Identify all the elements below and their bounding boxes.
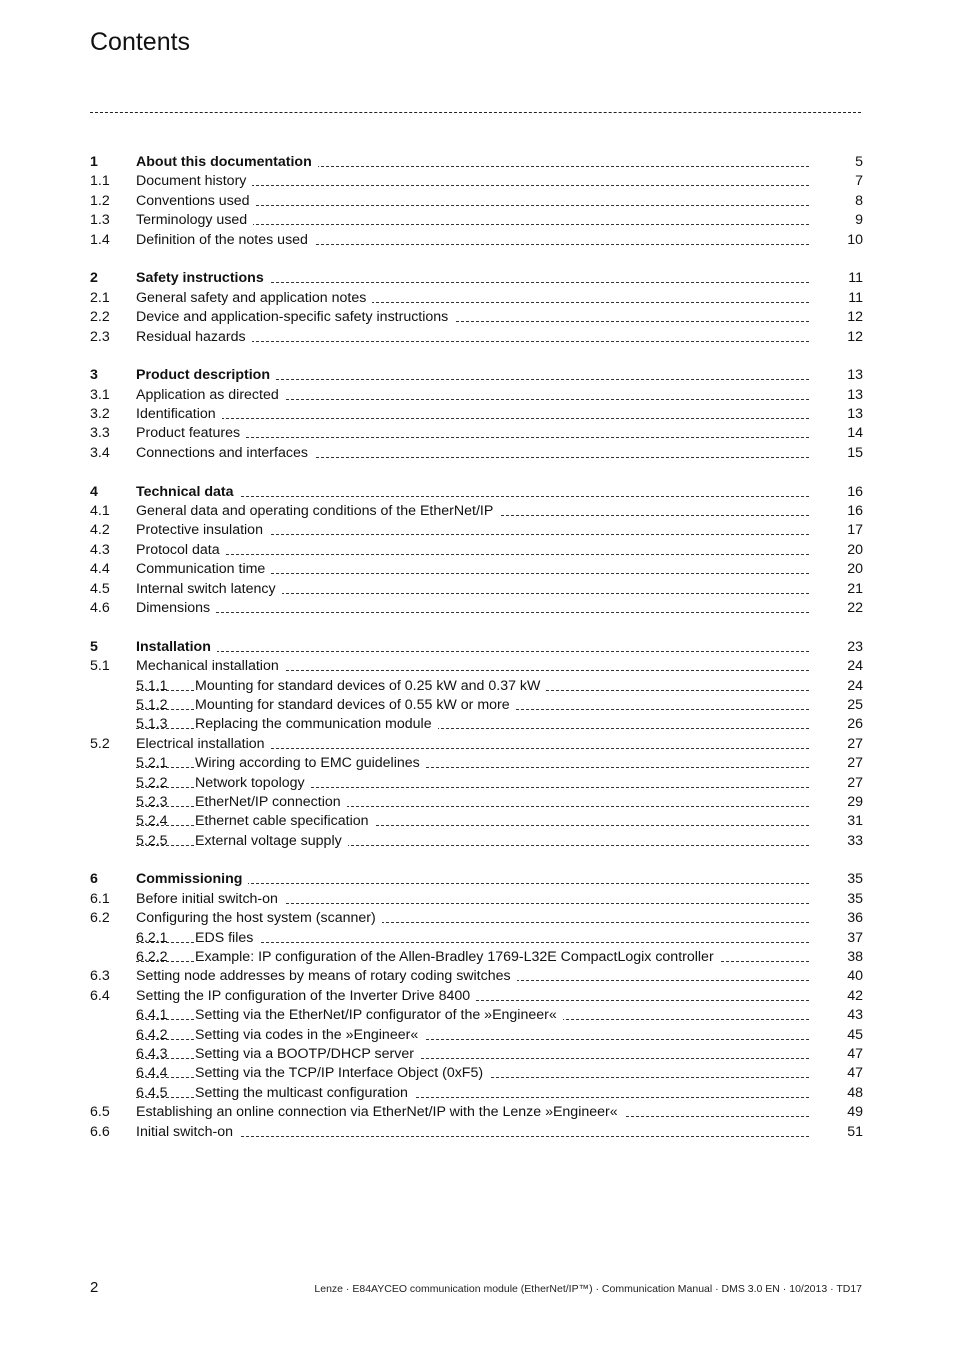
toc-entry-title[interactable]: General safety and application notes xyxy=(136,289,372,308)
toc-entry[interactable] xyxy=(90,909,863,928)
toc-entry[interactable] xyxy=(90,1064,863,1083)
toc-entry-title[interactable]: Mounting for standard devices of 0.25 kW and 0.37 kW xyxy=(195,677,546,696)
toc-entry-number: 1 xyxy=(90,154,98,170)
toc-entry[interactable] xyxy=(90,890,863,909)
toc-entry-title[interactable]: EDS files xyxy=(195,929,259,948)
toc-entry-number: 3.1 xyxy=(90,386,110,403)
toc-entry-number: 5.1.1 xyxy=(136,677,168,694)
toc-entry[interactable] xyxy=(90,1103,863,1122)
toc-entry-title[interactable]: Technical data xyxy=(136,483,240,502)
toc-entry-number: 5.2.1 xyxy=(136,755,168,772)
toc-entry-number: 6.4.3 xyxy=(136,1045,168,1062)
toc-entry-title[interactable]: Example: IP configuration of the Allen-Bradley 1769-L32E CompactLogix controller xyxy=(195,948,720,967)
toc-entry-number: 4.4 xyxy=(90,561,110,578)
toc-entry-page: 5 xyxy=(855,154,863,170)
toc-entry[interactable] xyxy=(90,696,863,715)
toc-entry-page: 31 xyxy=(847,813,863,830)
toc-entry-number: 5.2.3 xyxy=(136,793,168,810)
toc-entry-number: 4.1 xyxy=(90,503,110,520)
toc-entry-number: 5.2.5 xyxy=(136,832,168,849)
toc-entry[interactable] xyxy=(90,735,863,754)
toc-entry-page: 16 xyxy=(847,483,863,500)
toc-entry-number: 1.1 xyxy=(90,173,110,190)
dot-leader xyxy=(136,554,809,555)
toc-entry-page: 37 xyxy=(847,929,863,946)
toc-entry-number: 3.3 xyxy=(90,425,110,442)
toc-entry-number: 6.4 xyxy=(90,987,110,1004)
toc-entry[interactable] xyxy=(90,1006,863,1025)
toc-entry-title[interactable]: External voltage supply xyxy=(195,832,348,851)
toc-entry-title[interactable]: Protective insulation xyxy=(136,521,269,540)
toc-entry[interactable] xyxy=(90,812,863,831)
toc-entry-title[interactable]: Replacing the communication module xyxy=(195,715,438,734)
toc-entry-number: 6.4.2 xyxy=(136,1026,168,1043)
toc-entry-page: 35 xyxy=(847,890,863,907)
toc-entry-page: 27 xyxy=(847,774,863,791)
toc-entry-title[interactable]: Setting the multicast configuration xyxy=(195,1084,414,1103)
toc-entry-page: 47 xyxy=(847,1045,863,1062)
toc-entry-page: 16 xyxy=(847,503,863,520)
toc-entry-page: 23 xyxy=(847,638,863,655)
toc-entry-page: 13 xyxy=(847,386,863,403)
toc-entry-number: 5 xyxy=(90,638,98,655)
toc-entry-page: 13 xyxy=(847,367,863,384)
dot-leader xyxy=(136,612,809,613)
toc-entry[interactable] xyxy=(90,541,863,560)
toc-entry[interactable] xyxy=(90,211,863,230)
toc-entry[interactable] xyxy=(90,521,863,540)
toc-entry-title[interactable]: Protocol data xyxy=(136,541,226,560)
toc-entry-page: 35 xyxy=(847,871,863,888)
toc-entry-title[interactable]: Setting node addresses by means of rotary coding switches xyxy=(136,967,517,986)
toc-entry-page: 43 xyxy=(847,1007,863,1024)
toc-entry-page: 27 xyxy=(847,755,863,772)
toc-entry[interactable] xyxy=(90,1123,863,1142)
toc-entry[interactable] xyxy=(90,677,863,696)
toc-entry-number: 3.4 xyxy=(90,444,110,461)
toc-entry-title[interactable]: Application as directed xyxy=(136,386,285,405)
toc-entry[interactable] xyxy=(90,1084,863,1103)
toc-entry[interactable] xyxy=(90,424,863,443)
toc-entry[interactable] xyxy=(90,793,863,812)
toc-entry[interactable] xyxy=(90,929,863,948)
toc-entry[interactable] xyxy=(90,754,863,773)
toc-entry-number: 2.2 xyxy=(90,309,110,326)
toc-entry[interactable] xyxy=(90,192,863,211)
toc-entry-number: 6.4.1 xyxy=(136,1007,168,1024)
toc-entry-page: 14 xyxy=(847,425,863,442)
dot-leader xyxy=(136,651,809,652)
toc-entry-number: 5.1.2 xyxy=(136,696,168,713)
toc-entry[interactable] xyxy=(90,657,863,676)
toc-entry-title[interactable]: Dimensions xyxy=(136,599,216,618)
toc-entry[interactable] xyxy=(90,599,863,618)
toc-entry-page: 12 xyxy=(847,328,863,345)
toc-entry-page: 24 xyxy=(847,677,863,694)
toc-entry-title[interactable]: Product description xyxy=(136,366,276,385)
footer-page-number: 2 xyxy=(90,1279,99,1296)
toc-entry-page: 12 xyxy=(847,309,863,326)
toc-entry-page: 10 xyxy=(847,231,863,248)
toc-entry-title[interactable]: EtherNet/IP connection xyxy=(195,793,347,812)
toc-entry[interactable] xyxy=(90,1026,863,1045)
toc-entry-title[interactable]: Network topology xyxy=(195,774,311,793)
toc-entry[interactable] xyxy=(90,172,863,191)
toc-entry-title[interactable]: Wiring according to EMC guidelines xyxy=(195,754,426,773)
toc-entry-title[interactable]: Initial switch-on xyxy=(136,1123,239,1142)
footer-text: Lenze · E84AYCEO communication module (EtherNet/IP™) · Communication Manual · DMS 3.0 EN · 10/2013 · TD17 xyxy=(314,1283,862,1295)
toc-entry-number: 5.2.4 xyxy=(136,813,168,830)
toc-entry[interactable] xyxy=(90,366,863,385)
toc-entry[interactable] xyxy=(90,405,863,424)
toc-entry-number: 5.1.3 xyxy=(136,716,168,733)
toc-entry[interactable] xyxy=(90,502,863,521)
toc-entry[interactable] xyxy=(90,328,863,347)
toc-entry-page: 51 xyxy=(847,1123,863,1140)
toc-entry-page: 25 xyxy=(847,696,863,713)
toc-entry-number: 5.1 xyxy=(90,658,110,675)
toc-entry-page: 7 xyxy=(855,173,863,190)
toc-entry-title[interactable]: Identification xyxy=(136,405,222,424)
dot-leader xyxy=(136,418,809,419)
toc-entry-number: 1.3 xyxy=(90,212,110,229)
toc-entry-title[interactable]: Connections and interfaces xyxy=(136,444,314,463)
toc-entry[interactable] xyxy=(90,870,863,889)
toc-entry-title[interactable]: Mechanical installation xyxy=(136,657,285,676)
toc-entry-number: 3.2 xyxy=(90,406,110,423)
toc-entry-title[interactable]: Establishing an online connection via EtherNet/IP with the Lenze »Engineer« xyxy=(136,1103,624,1122)
toc-entry-title[interactable]: Communication time xyxy=(136,560,271,579)
toc-entry-number: 5.2 xyxy=(90,735,110,752)
toc-entry[interactable] xyxy=(90,987,863,1006)
toc-entry-page: 20 xyxy=(847,541,863,558)
toc-entry-number: 6.5 xyxy=(90,1104,110,1121)
toc-entry-number: 2.1 xyxy=(90,289,110,306)
toc-entry[interactable] xyxy=(90,580,863,599)
toc-entry[interactable] xyxy=(90,715,863,734)
toc-entry-number: 6 xyxy=(90,871,98,888)
toc-entry-number: 6.2.2 xyxy=(136,949,168,966)
toc-entry-number: 2.3 xyxy=(90,328,110,345)
toc-entry-title[interactable]: Terminology used xyxy=(136,211,253,230)
toc-entry[interactable] xyxy=(90,948,863,967)
toc-entry-title[interactable]: Before initial switch-on xyxy=(136,890,284,909)
toc-entry[interactable] xyxy=(90,153,863,172)
toc-entry-title[interactable]: Commissioning xyxy=(136,870,248,889)
toc-entry-title[interactable]: Installation xyxy=(136,638,217,657)
toc-entry-number: 2 xyxy=(90,270,98,287)
toc-entry-title[interactable]: Setting via codes in the »Engineer« xyxy=(195,1026,424,1045)
toc-entry-number: 6.2 xyxy=(90,910,110,927)
toc-entry-page: 8 xyxy=(855,192,863,209)
toc-entry-page: 22 xyxy=(847,599,863,616)
toc-entry-title[interactable]: Setting via a BOOTP/DHCP server xyxy=(195,1045,420,1064)
toc-entry-page: 38 xyxy=(847,949,863,966)
toc-entry[interactable] xyxy=(90,386,863,405)
toc-entry-title[interactable]: Product features xyxy=(136,424,246,443)
toc-entry[interactable] xyxy=(90,774,863,793)
toc-entry-page: 24 xyxy=(847,658,863,675)
toc-entry-page: 49 xyxy=(847,1104,863,1121)
toc-entry-page: 11 xyxy=(848,270,863,287)
toc-entry-page: 29 xyxy=(847,793,863,810)
toc-entry-number: 4 xyxy=(90,483,98,500)
toc-entry-number: 6.3 xyxy=(90,968,110,985)
toc-entry-page: 47 xyxy=(847,1065,863,1082)
toc-entry-title[interactable]: Internal switch latency xyxy=(136,580,282,599)
toc-entry[interactable] xyxy=(90,832,863,851)
toc-entry-title[interactable]: Conventions used xyxy=(136,192,256,211)
toc-entry[interactable] xyxy=(90,967,863,986)
toc-entry-page: 48 xyxy=(847,1084,863,1101)
toc-entry-number: 4.6 xyxy=(90,599,110,616)
toc-entry[interactable] xyxy=(90,231,863,250)
toc-entry-title[interactable]: Document history xyxy=(136,172,252,191)
toc-entry[interactable] xyxy=(90,1045,863,1064)
toc-entry[interactable] xyxy=(90,560,863,579)
toc-entry[interactable] xyxy=(90,269,863,288)
toc-entry-number: 6.4.4 xyxy=(136,1065,168,1082)
toc-entry-number: 6.2.1 xyxy=(136,929,168,946)
toc-entry-title[interactable]: Configuring the host system (scanner) xyxy=(136,909,382,928)
toc-entry-title[interactable]: Setting the IP configuration of the Inverter Drive 8400 xyxy=(136,987,476,1006)
toc-entry[interactable] xyxy=(90,308,863,327)
toc-entry-title[interactable]: Residual hazards xyxy=(136,328,252,347)
toc-entry-title[interactable]: Electrical installation xyxy=(136,735,271,754)
toc-entry-number: 6.1 xyxy=(90,890,110,907)
toc-entry-number: 4.5 xyxy=(90,580,110,597)
toc-entry-title[interactable]: Setting via the EtherNet/IP configurator of the »Engineer« xyxy=(195,1006,563,1025)
table-of-contents xyxy=(90,153,863,1142)
toc-entry-page: 20 xyxy=(847,561,863,578)
toc-entry-number: 6.4.5 xyxy=(136,1084,168,1101)
toc-entry-number: 4.3 xyxy=(90,541,110,558)
toc-entry-number: 6.6 xyxy=(90,1123,110,1140)
toc-entry-number: 5.2.2 xyxy=(136,774,168,791)
toc-entry-page: 13 xyxy=(847,406,863,423)
toc-entry[interactable] xyxy=(90,483,863,502)
toc-entry-page: 9 xyxy=(855,212,863,229)
header-divider xyxy=(90,112,861,113)
toc-entry-title[interactable]: Device and application-specific safety instructions xyxy=(136,308,454,327)
toc-entry-number: 4.2 xyxy=(90,522,110,539)
toc-entry-page: 11 xyxy=(848,289,863,306)
toc-entry-page: 33 xyxy=(847,832,863,849)
toc-entry-page: 45 xyxy=(847,1026,863,1043)
toc-entry-page: 15 xyxy=(847,444,863,461)
toc-entry-page: 42 xyxy=(847,987,863,1004)
toc-entry-number: 1.4 xyxy=(90,231,110,248)
toc-entry-number: 3 xyxy=(90,367,98,384)
toc-entry-title[interactable]: Ethernet cable specification xyxy=(195,812,375,831)
toc-entry-page: 40 xyxy=(847,968,863,985)
toc-entry-page: 26 xyxy=(847,716,863,733)
toc-entry-title[interactable]: Setting via the TCP/IP Interface Object (0xF5) xyxy=(195,1064,489,1083)
toc-entry[interactable] xyxy=(90,444,863,463)
toc-entry[interactable] xyxy=(90,289,863,308)
toc-entry-page: 36 xyxy=(847,910,863,927)
toc-entry-title[interactable]: Mounting for standard devices of 0.55 kW or more xyxy=(195,696,516,715)
toc-entry-title[interactable]: Definition of the notes used xyxy=(136,231,314,250)
toc-entry[interactable] xyxy=(90,638,863,657)
toc-entry-page: 21 xyxy=(847,580,863,597)
page-title: Contents xyxy=(90,28,191,56)
toc-entry-title[interactable]: General data and operating conditions of the EtherNet/IP xyxy=(136,502,499,521)
toc-entry-title[interactable]: Safety instructions xyxy=(136,269,270,288)
toc-entry-page: 27 xyxy=(847,735,863,752)
toc-entry-number: 1.2 xyxy=(90,192,110,209)
toc-entry-page: 17 xyxy=(847,522,863,539)
toc-entry-title[interactable]: About this documentation xyxy=(136,153,318,172)
